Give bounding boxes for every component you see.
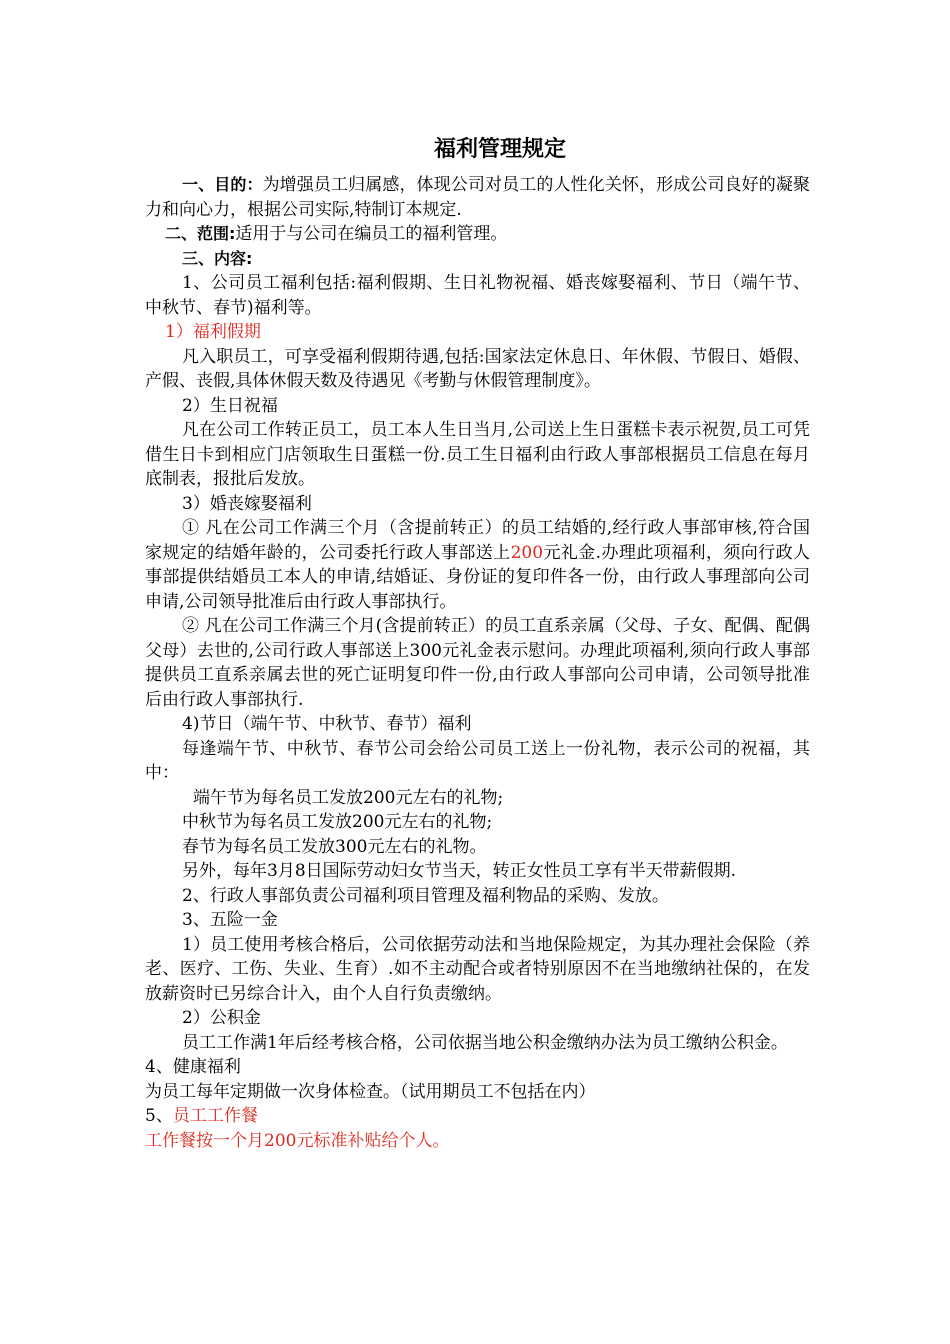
sub-3-para-1-b: 元礼金.办理此项福利，须向行政人事部提供结婚员工本人的申请,结婚证、身份证的复印件各一份，由行政人事理部向公司申请,公司领导批准后由行政人事部执行。 <box>145 542 810 612</box>
item-2: 2、行政人事部负责公司福利项目管理及福利物品的采购、发放。 <box>182 885 669 906</box>
sub-3-para-1 <box>145 516 810 614</box>
item-3-2-title: 2）公积金 <box>182 1008 261 1028</box>
sub-1-text: 凡入职员工，可享受福利假期待遇,包括:国家法定休息日、年休假、节假日、婚假、产假、丧假,具体休假天数及待遇见《考勤与休假管理制度》。 <box>145 346 810 391</box>
sub-3-para-1-a: ① 凡在公司工作满三个月（含提前转正）的员工结婚的,经行政人事部审核,符合国家规定的结婚年龄的，公司委托行政人事部送上 <box>145 518 810 563</box>
sub-4-line-3: 春节为每名员工发放300元左右的礼物。 <box>182 836 487 857</box>
item-3-1: 1）员工使用考核合格后，公司依据劳动法和当地保险规定，为其办理社会保险（养老、医疗、工伤、失业、生育）.如不主动配合或者特别原因不在当地缴纳社保的，在发放薪资时已另综合计入，由个人自行负责缴纳。 <box>145 934 810 1004</box>
gift-amount: 200 <box>510 542 544 563</box>
section-content <box>145 247 810 272</box>
section-content-heading: 三、内容: <box>182 248 253 268</box>
item-1: 1、公司员工福利包括:福利假期、生日礼物祝福、婚丧嫁娶福利、节日（端午节、中秋节、春节)福利等。 <box>145 273 810 318</box>
sub-2-title: 2）生日祝福 <box>182 395 278 416</box>
sub-3-title: 3）婚丧嫁娶福利 <box>182 493 312 514</box>
item-3: 3、五险一金 <box>182 910 278 930</box>
sub-4-extra: 另外，每年3月8日国际劳动妇女节当天，转正女性员工享有半天带薪假期. <box>182 861 737 881</box>
section-purpose <box>145 173 810 222</box>
item-5-text: 工作餐按一个月200元标准补贴给个人。 <box>145 1130 450 1151</box>
section-scope <box>145 222 810 247</box>
sub-2-text: 凡在公司工作转正员工，员工本人生日当月,公司送上生日蛋糕卡表示祝贺,员工可凭借生日卡到相应门店领取生日蛋糕一份.员工生日福利由行政人事部根据员工信息在每月底制表，报批后发放。 <box>145 420 810 489</box>
item-4-text: 为员工每年定期做一次身体检查。（试用期员工不包括在内） <box>145 1081 596 1102</box>
section-purpose-text: 为增强员工归属感，体现公司对员工的人性化关怀，形成公司良好的凝聚力和向心力，根据公司实际,特制订本规定. <box>145 175 810 220</box>
sub-1-title: 1）福利假期 <box>165 322 261 342</box>
item-5-title: 员工工作餐 <box>172 1106 258 1126</box>
item-3-2-text: 员工工作满1年后经考核合格，公司依据当地公积金缴纳办法为员工缴纳公积金。 <box>182 1032 788 1053</box>
sub-3-para-2: ② 凡在公司工作满三个月(含提前转正）的员工直系亲属（父母、子女、配偶、配偶父母）去世的,公司行政人事部送上300元礼金表示慰问。办理此项福利,须向行政人事部提供员工直系亲属去世的死亡证明复印件一份,由行政人事部向公司申请，公司领导批准后由行政人事部执行. <box>145 616 810 710</box>
item-5-number: 5、 <box>145 1106 173 1126</box>
section-scope-heading: 二、范围: <box>165 224 236 243</box>
sub-4-line-2: 中秋节为每名员工发放200元左右的礼物; <box>182 812 493 832</box>
sub-4-text: 每逢端午节、中秋节、春节公司会给公司员工送上一份礼物，表示公司的祝福，其中： <box>145 738 810 783</box>
sub-4-line-1: 端午节为每名员工发放200元左右的礼物; <box>193 787 504 808</box>
sub-4-title: 4)节日（端午节、中秋节、春节）福利 <box>182 714 472 734</box>
section-scope-text: 适用于与公司在编员工的福利管理。 <box>235 224 508 244</box>
section-purpose-heading: 一、目的： <box>182 175 263 194</box>
item-4: 4、健康福利 <box>145 1057 241 1077</box>
page-title: 福利管理规定 <box>433 137 566 162</box>
item-5 <box>145 1104 810 1129</box>
document-body <box>145 173 810 1153</box>
